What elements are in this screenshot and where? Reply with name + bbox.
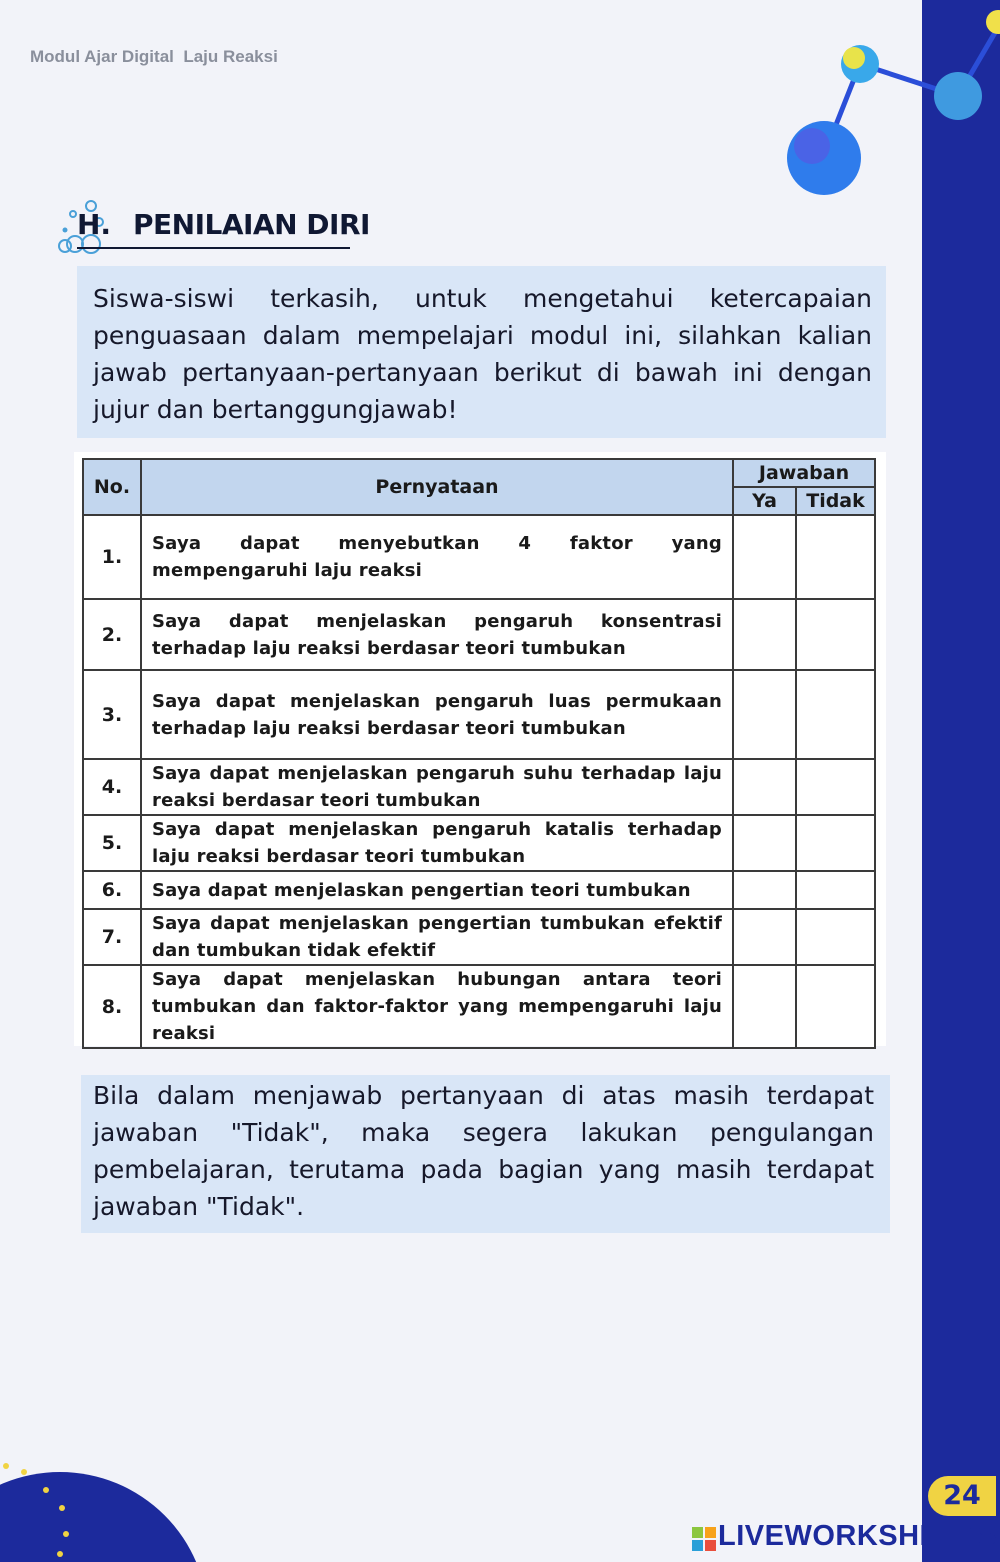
table-row [83,965,875,1048]
right-sidebar-band [922,0,1000,1562]
answer-yes-cell[interactable] [733,759,796,815]
section-heading [55,196,370,256]
table-row [83,815,875,871]
answer-no-cell[interactable] [796,909,875,965]
title-underline [77,247,350,249]
row-number: 8. [83,965,141,1048]
row-statement: Saya dapat menjelaskan pengaruh konsentrasi terhadap laju reaksi berdasar teori tumbukan [141,599,733,670]
table-row [83,515,875,599]
answer-yes-cell[interactable] [733,871,796,909]
answer-yes-cell[interactable] [733,515,796,599]
header-yes: Ya [733,487,796,515]
self-assessment-table [82,458,876,1049]
answer-yes-cell[interactable] [733,670,796,759]
table-row [83,670,875,759]
section-title: PENILAIAN DIRI [133,208,370,241]
header-no: No. [83,459,141,515]
answer-no-cell[interactable] [796,871,875,909]
answer-no-cell[interactable] [796,599,875,670]
row-statement: Saya dapat menjelaskan pengaruh luas permukaan terhadap laju reaksi berdasar teori tumbukan [141,670,733,759]
liveworksheets-brand: LIVEWORKSHEETS [718,1520,998,1552]
answer-yes-cell[interactable] [733,599,796,670]
row-number: 5. [83,815,141,871]
assessment-table-panel [74,452,886,1046]
row-statement: Saya dapat menjelaskan pengertian tumbukan efektif dan tumbukan tidak efektif [141,909,733,965]
answer-yes-cell[interactable] [733,965,796,1048]
corner-decoration-icon [0,1450,240,1562]
row-statement: Saya dapat menyebutkan 4 faktor yang mempengaruhi laju reaksi [141,515,733,599]
answer-no-cell[interactable] [796,670,875,759]
intro-text: Siswa-siswi terkasih, untuk mengetahui ketercapaian penguasaan dalam mempelajari modul ini, silahkan kalian jawab pertanyaan-pertanyaan berikut di bawah ini dengan jujur dan bertanggungjawab! [93,284,872,424]
section-letter: H. [77,208,112,241]
row-statement: Saya dapat menjelaskan pengaruh katalis terhadap laju reaksi berdasar teori tumbukan [141,815,733,871]
page-number-badge: 24 [928,1476,996,1516]
molecule-decoration-icon [770,0,1000,210]
liveworksheets-logo [692,1520,998,1554]
row-number: 7. [83,909,141,965]
answer-no-cell[interactable] [796,815,875,871]
liveworksheets-icon [692,1527,716,1551]
row-number: 2. [83,599,141,670]
note-box [81,1075,890,1233]
row-number: 3. [83,670,141,759]
answer-no-cell[interactable] [796,759,875,815]
note-text: Bila dalam menjawab pertanyaan di atas masih terdapat jawaban "Tidak", maka segera lakukan pengulangan pembelajaran, terutama pada bagian yang masih terdapat jawaban "Tidak". [93,1081,874,1221]
row-number: 4. [83,759,141,815]
answer-yes-cell[interactable] [733,909,796,965]
header-no-answer: Tidak [796,487,875,515]
row-number: 1. [83,515,141,599]
header-answer: Jawaban [733,459,875,487]
table-row [83,599,875,670]
row-statement: Saya dapat menjelaskan pengertian teori tumbukan [141,871,733,909]
row-number: 6. [83,871,141,909]
answer-no-cell[interactable] [796,965,875,1048]
intro-box [77,266,886,438]
module-title: Modul Ajar Digital Laju Reaksi [30,47,278,66]
answer-yes-cell[interactable] [733,815,796,871]
row-statement: Saya dapat menjelaskan hubungan antara teori tumbukan dan faktor-faktor yang mempengaruhi laju reaksi [141,965,733,1048]
table-row [83,759,875,815]
answer-no-cell[interactable] [796,515,875,599]
table-row [83,871,875,909]
row-statement: Saya dapat menjelaskan pengaruh suhu terhadap laju reaksi berdasar teori tumbukan [141,759,733,815]
table-row [83,909,875,965]
header-statement: Pernyataan [141,459,733,515]
